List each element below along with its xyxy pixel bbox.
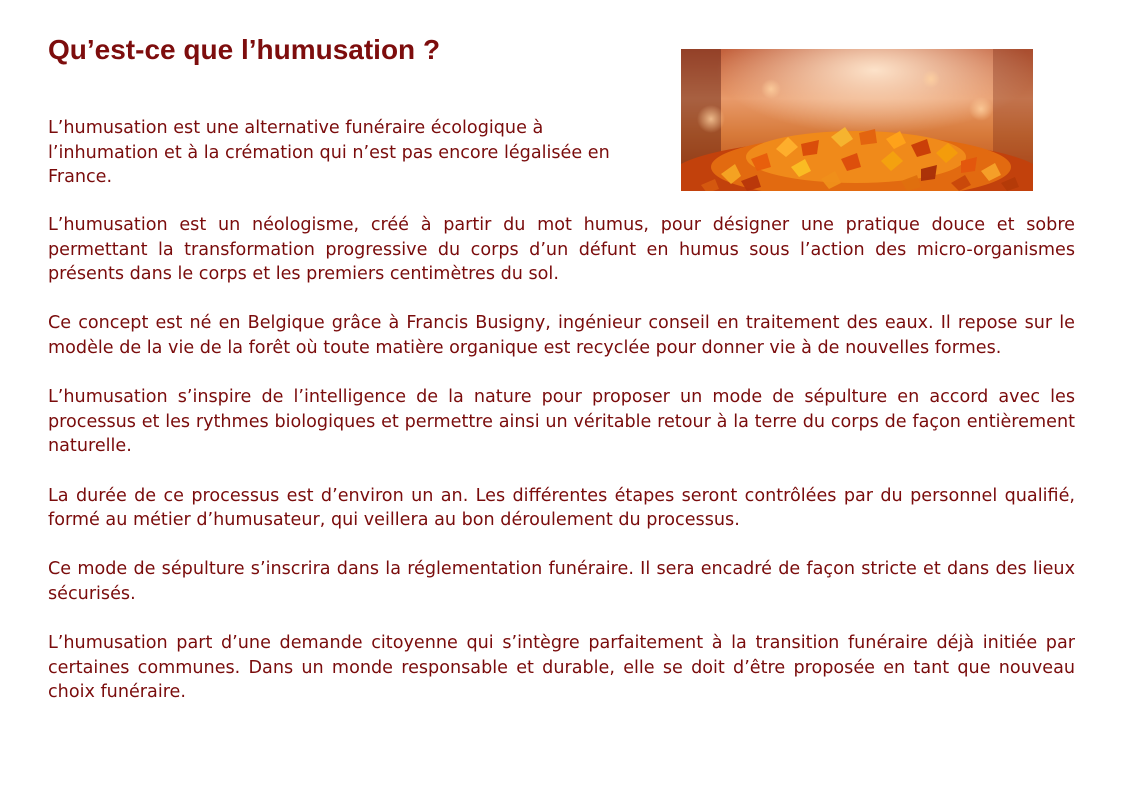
paragraph: Ce mode de sépulture s’inscrira dans la réglementation funéraire. Il sera encadré de façon stricte et dans des lieux sécurisés.	[48, 559, 1075, 604]
paragraph: L’humusation part d’une demande citoyenne qui s’intègre parfaitement à la transition funéraire déjà initiée par certaines communes. Dans un monde responsable et durable, elle se doit d’être proposée en tant que nouveau choix funéraire.	[48, 633, 1075, 703]
intro-paragraph: L’humusation est une alternative funéraire écologique à l’inhumation et à la crémation qui n’est pas encore légalisée en France.	[48, 118, 610, 188]
paragraph: L’humusation s’inspire de l’intelligence de la nature pour proposer un mode de sépulture en accord avec les processus et les rythmes biologiques et permettre ainsi un véritable retour à la terre du corps de façon entièrement naturelle.	[48, 387, 1075, 457]
autumn-leaves-image	[681, 49, 1033, 191]
paragraph: Ce concept est né en Belgique grâce à Francis Busigny, ingénieur conseil en traitement des eaux. Il repose sur le modèle de la vie de la forêt où toute matière organique est recyclée pour donner vie à de nouvelles formes.	[48, 313, 1075, 358]
paragraph: La durée de ce processus est d’environ un an. Les différentes étapes seront contrôlées par du personnel qualifié, formé au métier d’humusateur, qui veillera au bon déroulement du processus.	[48, 485, 1075, 531]
paragraph: L’humusation est un néologisme, créé à partir du mot humus, pour désigner une pratique douce et sobre permettant la transformation progressive du corps d’un défunt en humus sous l’action des micro-organismes présents dans le corps et les premiers centimètres du sol.	[48, 215, 1075, 285]
body-text	[48, 213, 1075, 729]
page-title: Qu’est-ce que l’humusation ?	[48, 34, 441, 65]
